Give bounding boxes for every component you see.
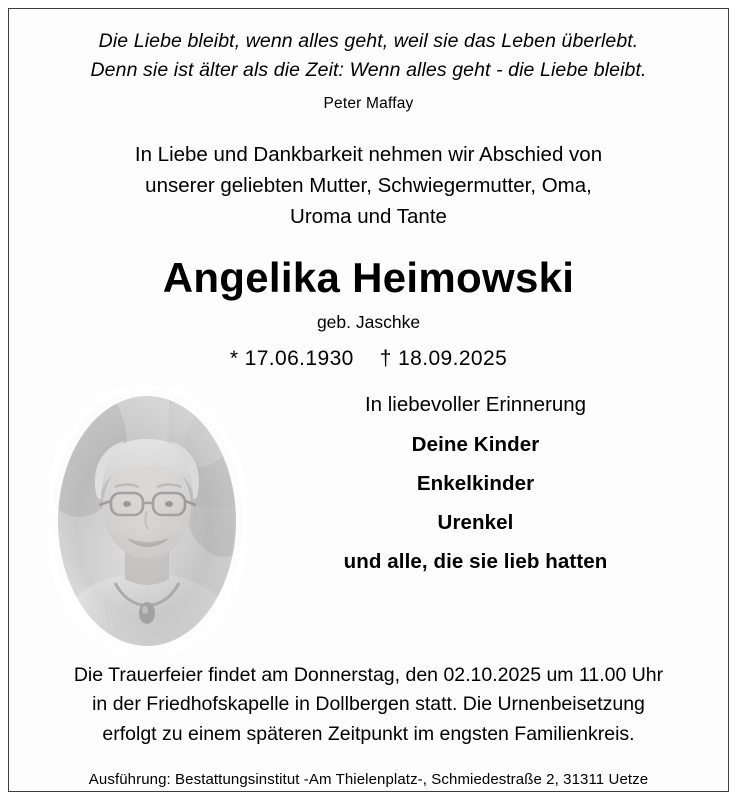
introduction-line-2: unserer geliebten Mutter, Schwiegermutter, Oma, bbox=[145, 173, 592, 197]
quotation-author: Peter Maffay bbox=[323, 94, 414, 112]
introduction-line-1: In Liebe und Dankbarkeit nehmen wir Abschied von bbox=[134, 142, 603, 166]
ceremony-details bbox=[35, 661, 702, 749]
mourner-others: und alle, die sie lieb hatten bbox=[343, 550, 608, 574]
quotation-line-1: Die Liebe bleibt, wenn alles geht, weil sie das Leben überlebt. bbox=[98, 30, 639, 52]
birth-date: * 17.06.1930 bbox=[229, 347, 354, 371]
ceremony-line-1: Die Trauerfeier findet am Donnerstag, den 02.10.2025 um 11.00 Uhr bbox=[73, 664, 664, 687]
death-date: † 18.09.2025 bbox=[379, 347, 508, 371]
mourner-grandchildren: Enkelkinder bbox=[416, 472, 535, 496]
quotation-line-2: Denn sie ist älter als die Zeit: Wenn alles geht - die Liebe bleibt. bbox=[90, 59, 647, 82]
portrait-photo-image bbox=[49, 387, 245, 655]
mourners-heading: In liebevoller Erinnerung bbox=[364, 393, 587, 417]
introduction-line-3: Uroma und Tante bbox=[290, 204, 447, 228]
portrait-and-mourners bbox=[35, 393, 702, 643]
quotation bbox=[35, 27, 702, 86]
obituary-content bbox=[9, 9, 728, 791]
deceased-name: Angelika Heimowski bbox=[162, 253, 575, 301]
introduction-text bbox=[35, 139, 702, 232]
mourner-greatgrandchildren: Urenkel bbox=[437, 511, 514, 535]
portrait-photo bbox=[49, 387, 245, 655]
ceremony-line-2: in der Friedhofskapelle in Dollbergen statt. Die Urnenbeisetzung bbox=[92, 693, 645, 716]
mourners-block bbox=[267, 393, 702, 574]
mourner-children: Deine Kinder bbox=[411, 433, 540, 457]
life-dates bbox=[35, 347, 702, 371]
obituary-frame bbox=[8, 8, 729, 792]
funeral-home-credit: Ausführung: Bestattungsinstitut -Am Thielenplatz-, Schmiedestraße 2, 31311 Uetze bbox=[88, 770, 649, 788]
maiden-name: geb. Jaschke bbox=[316, 312, 421, 333]
ceremony-line-3: erfolgt zu einem späteren Zeitpunkt im engsten Familienkreis. bbox=[102, 722, 635, 745]
